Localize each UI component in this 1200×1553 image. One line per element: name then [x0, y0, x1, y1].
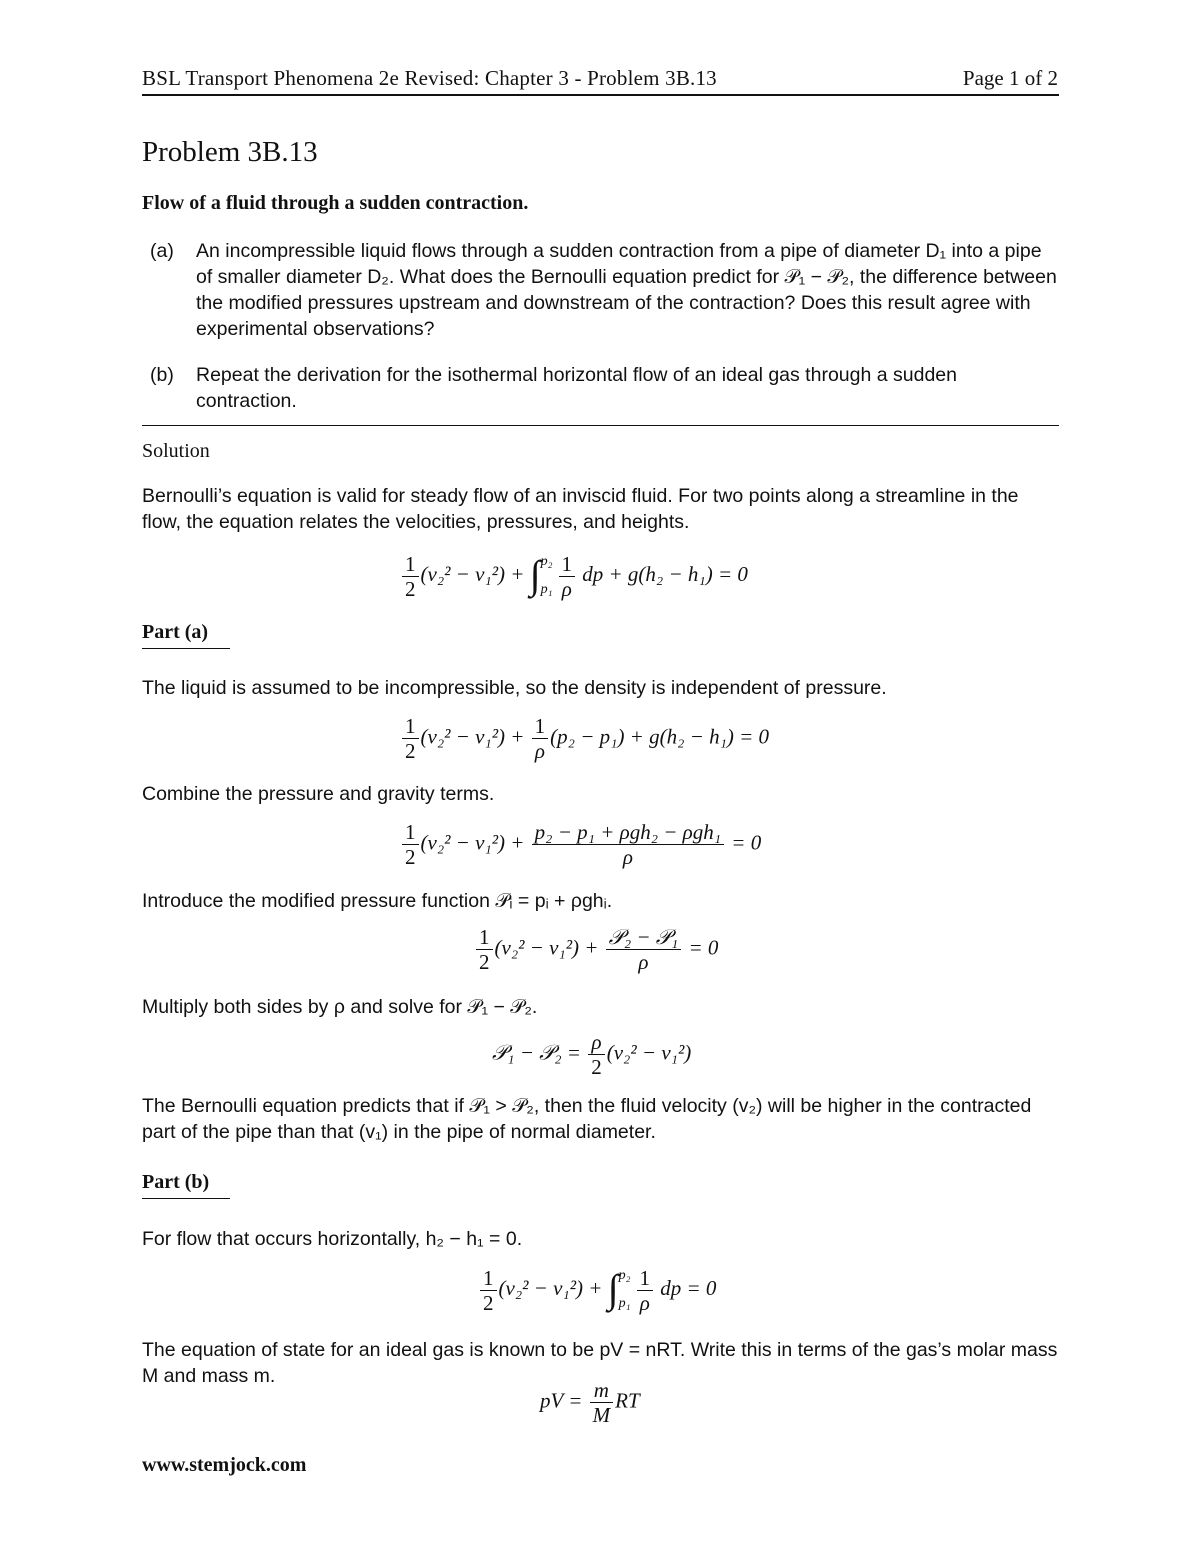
- part-b-text-1: For flow that occurs horizontally, h₂ − h₁ = 0.: [142, 1228, 523, 1250]
- problem-subtitle: Flow of a fluid through a sudden contraction.: [142, 192, 529, 214]
- item-label: (b): [150, 364, 174, 386]
- part-b-heading: Part (b): [142, 1171, 210, 1193]
- equation-horizontal: $\frac{1}{2}$ (v₂² − v₁²) + ∫ p₂ p₁ $\frac{1}{\rho}$ dp = 0: [478, 1262, 716, 1318]
- equation-combined: $\frac{1}{2}$ (v₂² − v₁²) + $\frac{\text{p₂ − p₁ + ρgh₂ − ρgh₁}}{\rho}$ = 0: [400, 820, 761, 869]
- footer-url[interactable]: www.stemjock.com: [142, 1454, 307, 1476]
- running-header-title: BSL Transport Phenomena 2e Revised: Chapter 3 - Problem 3B.13: [142, 66, 717, 90]
- header-divider: [142, 94, 1059, 96]
- running-header-page: Page 1 of 2: [962, 66, 1058, 90]
- item-text: Repeat the derivation for the isothermal horizontal flow of an ideal gas through a sudden contraction.: [196, 364, 957, 412]
- part-a-text-3: Introduce the modified pressure function 𝒫ᵢ = pᵢ + ρghᵢ.: [142, 890, 613, 912]
- solution-divider: [142, 425, 1059, 426]
- problem-item-b: [150, 362, 1060, 414]
- part-a-text-1: The liquid is assumed to be incompressible, so the density is independent of pressure.: [142, 677, 887, 699]
- problem-item-a: [150, 238, 1060, 342]
- part-b-underline: [142, 1198, 230, 1199]
- part-a-text-4: Multiply both sides by ρ and solve for 𝒫₁ − 𝒫₂.: [142, 996, 538, 1018]
- solution-intro: Bernoulli’s equation is valid for steady flow of an inviscid fluid. For two points along a streamline in the flow, the equation relates the velocities, pressures, and heights.: [142, 485, 1019, 533]
- equation-bernoulli-general: $\frac{1}{2}$ (v₂² − v₁²) + ∫ p₂ p₁ $\frac{1}{\rho}$ dp + g(h₂ − h₁) = 0: [400, 548, 748, 604]
- item-text: An incompressible liquid flows through a sudden contraction from a pipe of diameter D₁ into a pipe of smaller diameter D₂. What does the Bernoulli equation predict for 𝒫₁ − 𝒫₂, the difference between the modified pressures upstream and downstream of the contraction? Does this result agree with experimental observations?: [196, 240, 1057, 340]
- problem-title: Problem 3B.13: [142, 136, 318, 168]
- equation-modified-pressure: $\frac{1}{2}$ (v₂² − v₁²) + $\frac{\text{𝒫₂ − 𝒫₁}}{\rho}$ = 0: [474, 925, 718, 974]
- equation-incompressible: $\frac{1}{2}$ (v₂² − v₁²) + $\frac{1}{\rho}$ (p₂ − p₁) + g(h₂ − h₁) = 0: [400, 714, 769, 763]
- part-a-text-5: The Bernoulli equation predicts that if 𝒫₁ > 𝒫₂, then the fluid velocity (v₂) will be higher in the contracted part of the pipe than that (v₁) in the pipe of normal diameter.: [142, 1095, 1032, 1143]
- part-a-heading: Part (a): [142, 621, 209, 643]
- equation-ideal-gas: pV = $\frac{m}{M}$ RT: [540, 1378, 640, 1427]
- part-b-text-2: The equation of state for an ideal gas is known to be pV = nRT. Write this in terms of the gas’s molar mass M and mass m.: [142, 1339, 1058, 1387]
- equation-pressure-drop: 𝒫₁ − 𝒫₂ = $\frac{\rho}{2}$ (v₂² − v₁²): [492, 1030, 692, 1079]
- item-label: (a): [150, 240, 174, 262]
- part-a-underline: [142, 648, 230, 649]
- part-a-text-2: Combine the pressure and gravity terms.: [142, 783, 495, 805]
- solution-heading: Solution: [142, 440, 210, 462]
